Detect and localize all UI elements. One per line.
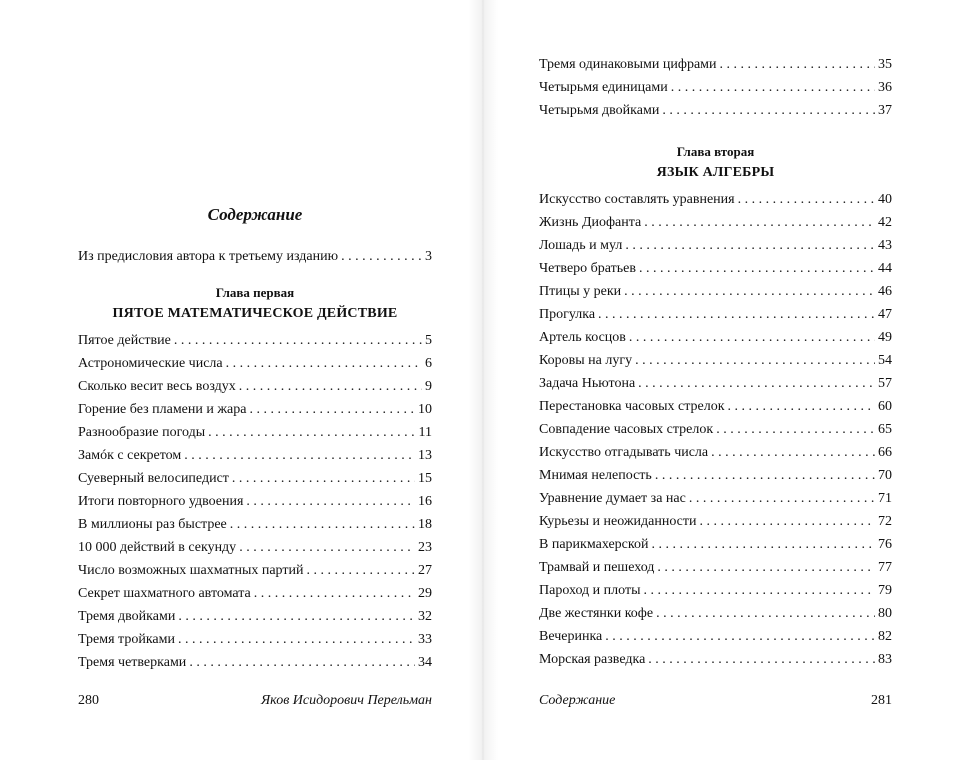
toc-entry-preface[interactable]	[78, 247, 432, 267]
toc-entry-title: Из предисловия автора к третьему изданию	[78, 249, 339, 264]
toc-entry-page: 42	[878, 215, 892, 230]
toc-entry-title: Итоги повторного удвоения	[78, 494, 244, 509]
toc-entry[interactable]	[539, 328, 892, 348]
toc-entry-title: Искусство отгадывать числа	[539, 445, 709, 460]
leader-dots	[306, 561, 415, 581]
leader-dots	[174, 331, 422, 351]
leader-dots	[184, 446, 415, 466]
toc-entry-page: 79	[878, 583, 892, 598]
toc-entry-page: 40	[878, 192, 892, 207]
toc-entry[interactable]	[539, 604, 892, 624]
toc-entry-page: 43	[878, 238, 892, 253]
toc-entry-title: В миллионы раз быстрее	[78, 517, 227, 532]
toc-entry-page: 70	[878, 468, 892, 483]
chapter-label: Глава первая	[215, 285, 295, 300]
toc-entry-title: Число возможных шахматных партий	[78, 563, 304, 578]
toc-entry-page: 49	[878, 330, 892, 345]
toc-entry-title: Пятое действие	[78, 333, 171, 348]
toc-entry-page: 33	[418, 632, 432, 647]
toc-entry[interactable]	[78, 446, 432, 466]
leader-dots	[189, 653, 415, 673]
toc-entry-page: 82	[878, 629, 892, 644]
leader-dots	[728, 397, 876, 417]
toc-entry-page: 71	[878, 491, 892, 506]
toc-entry[interactable]	[539, 466, 892, 486]
toc-entry-page: 44	[878, 261, 892, 276]
toc-entry[interactable]	[539, 650, 892, 670]
toc-entry-title: Искусство составлять уравнения	[539, 192, 735, 207]
leader-dots	[644, 213, 875, 233]
toc-entry[interactable]	[539, 535, 892, 555]
toc-entry-title: Прогулка	[539, 307, 596, 322]
toc-entry-title: Курьезы и неожиданности	[539, 514, 697, 529]
right-page	[483, 0, 966, 760]
toc-entry[interactable]	[78, 538, 432, 558]
leader-dots	[648, 650, 875, 670]
toc-entry-title: Тремя двойками	[78, 609, 176, 624]
leader-dots	[651, 535, 875, 555]
footer-running-head: Яков Исидорович Перельман	[260, 693, 432, 708]
leader-dots	[671, 78, 875, 98]
toc-entry-page: 46	[878, 284, 892, 299]
toc-entry-page: 23	[418, 540, 432, 555]
leader-dots	[639, 259, 875, 279]
toc-entry[interactable]	[539, 55, 892, 75]
toc-entry[interactable]	[539, 101, 892, 121]
toc-entry-title: Перестановка часовых стрелок	[539, 399, 725, 414]
toc-entry-title: 10 000 действий в секунду	[78, 540, 237, 555]
toc-entry[interactable]	[539, 443, 892, 463]
leader-dots	[230, 515, 415, 535]
leader-dots	[635, 351, 875, 371]
toc-entry[interactable]	[539, 305, 892, 325]
footer-running-head: Содержание	[539, 693, 616, 708]
leader-dots	[643, 581, 875, 601]
toc-entry-page: 29	[418, 586, 432, 601]
toc-entry-title: Горение без пламени и жара	[78, 402, 247, 417]
toc-entry-page: 32	[418, 609, 432, 624]
toc-entry-title: Тремя тройками	[78, 632, 175, 647]
toc-entry-page: 15	[418, 471, 432, 486]
toc-entry[interactable]	[78, 630, 432, 650]
toc-entry-title: Тремя одинаковыми цифрами	[539, 57, 717, 72]
leader-dots	[657, 558, 875, 578]
leader-dots	[638, 374, 875, 394]
toc-entry-page: 66	[878, 445, 892, 460]
toc-entry[interactable]	[78, 584, 432, 604]
leader-dots	[689, 489, 875, 509]
leader-dots	[716, 420, 875, 440]
toc-entry-page: 36	[878, 80, 892, 95]
leader-dots	[700, 512, 876, 532]
leader-dots	[239, 377, 422, 397]
leader-dots	[655, 466, 875, 486]
toc-entry-page: 37	[878, 103, 892, 118]
toc-entry[interactable]	[539, 397, 892, 417]
toc-entry[interactable]	[539, 78, 892, 98]
toc-entry-title: Пароход и плоты	[539, 583, 641, 598]
toc-entry-page: 34	[418, 655, 432, 670]
toc-entry[interactable]	[539, 236, 892, 256]
leader-dots	[624, 282, 875, 302]
toc-entry[interactable]	[539, 512, 892, 532]
toc-entry[interactable]	[78, 653, 432, 673]
toc-entry-title: Суеверный велосипедист	[78, 471, 229, 486]
toc-entry[interactable]	[78, 469, 432, 489]
toc-entry[interactable]	[78, 492, 432, 512]
toc-entry-title: Коровы на лугу	[539, 353, 633, 368]
leader-dots	[720, 55, 875, 75]
leader-dots	[249, 400, 415, 420]
toc-entry-page: 80	[878, 606, 892, 621]
leader-dots	[625, 236, 875, 256]
toc-entry-title: Птицы у реки	[539, 284, 622, 299]
toc-entry-title: Уравнение думает за нас	[539, 491, 686, 506]
leader-dots	[226, 354, 422, 374]
footer-page-number: 281	[871, 693, 892, 708]
toc-entry-title: Четырьмя двойками	[539, 103, 660, 118]
toc-entry-page: 16	[418, 494, 432, 509]
leader-dots	[598, 305, 875, 325]
leader-dots	[232, 469, 415, 489]
leader-dots	[656, 604, 875, 624]
contents-heading: Содержание	[207, 205, 303, 224]
toc-entry[interactable]	[539, 489, 892, 509]
toc-entry-title: Четверо братьев	[539, 261, 636, 276]
toc-entry-title: Задача Ньютона	[539, 376, 636, 391]
toc-entry-title: Лошадь и мул	[539, 238, 623, 253]
toc-entry[interactable]	[539, 420, 892, 440]
leader-dots	[239, 538, 415, 558]
toc-entry[interactable]	[78, 607, 432, 627]
toc-entry-title: Замóк с секретом	[78, 448, 182, 463]
toc-entry-title: Вечеринка	[539, 629, 603, 644]
toc-entry-title: Тремя четверками	[78, 655, 187, 670]
toc-entry-page: 27	[418, 563, 432, 578]
leader-dots	[341, 247, 422, 267]
toc-entry-title: Артель косцов	[539, 330, 626, 345]
toc-entry[interactable]	[78, 561, 432, 581]
toc-entry-page: 6	[425, 356, 432, 371]
toc-entry-title: Разнообразие погоды	[78, 425, 206, 440]
toc-entry-title: Четырьмя единицами	[539, 80, 668, 95]
toc-entry-title: Трамвай и пешеход	[539, 560, 655, 575]
toc-entry[interactable]	[539, 558, 892, 578]
leader-dots	[208, 423, 415, 443]
toc-entry-page: 76	[878, 537, 892, 552]
toc-entry[interactable]	[539, 259, 892, 279]
toc-entry[interactable]	[78, 515, 432, 535]
toc-entry-page: 77	[878, 560, 892, 575]
toc-entry[interactable]	[539, 282, 892, 302]
toc-entry[interactable]	[539, 627, 892, 647]
toc-entry-title: Секрет шахматного автомата	[78, 586, 251, 601]
toc-entry[interactable]	[78, 377, 432, 397]
toc-entry[interactable]	[539, 581, 892, 601]
toc-entry-title: В парикмахерской	[539, 537, 649, 552]
toc-entry-page: 57	[878, 376, 892, 391]
toc-entry[interactable]	[539, 190, 892, 210]
toc-entry-page: 54	[878, 353, 892, 368]
toc-entry[interactable]	[78, 354, 432, 374]
toc-entry-page: 60	[878, 399, 892, 414]
toc-entry-page: 35	[878, 57, 892, 72]
leader-dots	[605, 627, 875, 647]
toc-entry-page: 72	[878, 514, 892, 529]
toc-entry[interactable]	[78, 331, 432, 351]
leader-dots	[254, 584, 415, 604]
leader-dots	[178, 607, 415, 627]
leader-dots	[629, 328, 875, 348]
toc-entry-title: Сколько весит весь воздух	[78, 379, 236, 394]
toc-entry-title: Морская разведка	[539, 652, 646, 667]
toc-entry-page: 65	[878, 422, 892, 437]
toc-entry-title: Жизнь Диофанта	[539, 215, 642, 230]
toc-entry-page: 3	[425, 249, 432, 264]
toc-entry-page: 18	[418, 517, 432, 532]
toc-entry-page: 5	[425, 333, 432, 348]
toc-entry-page: 10	[418, 402, 432, 417]
toc-entry[interactable]	[539, 351, 892, 371]
toc-entry-title: Астрономические числа	[78, 356, 223, 371]
toc-entry-page: 47	[878, 307, 892, 322]
leader-dots	[178, 630, 415, 650]
toc-entry[interactable]	[539, 213, 892, 233]
leader-dots	[662, 101, 875, 121]
toc-entry-title: Две жестянки кофе	[539, 606, 654, 621]
toc-entry[interactable]	[539, 374, 892, 394]
toc-entry-page: 13	[418, 448, 432, 463]
chapter-title: ЯЗЫК АЛГЕБРЫ	[656, 165, 775, 180]
toc-entry-title: Мнимая нелепость	[539, 468, 652, 483]
toc-entry[interactable]	[78, 400, 432, 420]
leader-dots	[738, 190, 875, 210]
toc-entry-page: 9	[425, 379, 432, 394]
footer-page-number: 280	[78, 693, 99, 708]
toc-entry[interactable]	[78, 423, 432, 443]
leader-dots	[246, 492, 415, 512]
toc-entry-page: 83	[878, 652, 892, 667]
toc-entry-page: 11	[418, 425, 432, 440]
chapter-label: Глава вторая	[676, 144, 755, 159]
leader-dots	[711, 443, 875, 463]
toc-entry-title: Совпадение часовых стрелок	[539, 422, 714, 437]
chapter-title: ПЯТОЕ МАТЕМАТИЧЕСКОЕ ДЕЙСТВИЕ	[112, 306, 398, 321]
